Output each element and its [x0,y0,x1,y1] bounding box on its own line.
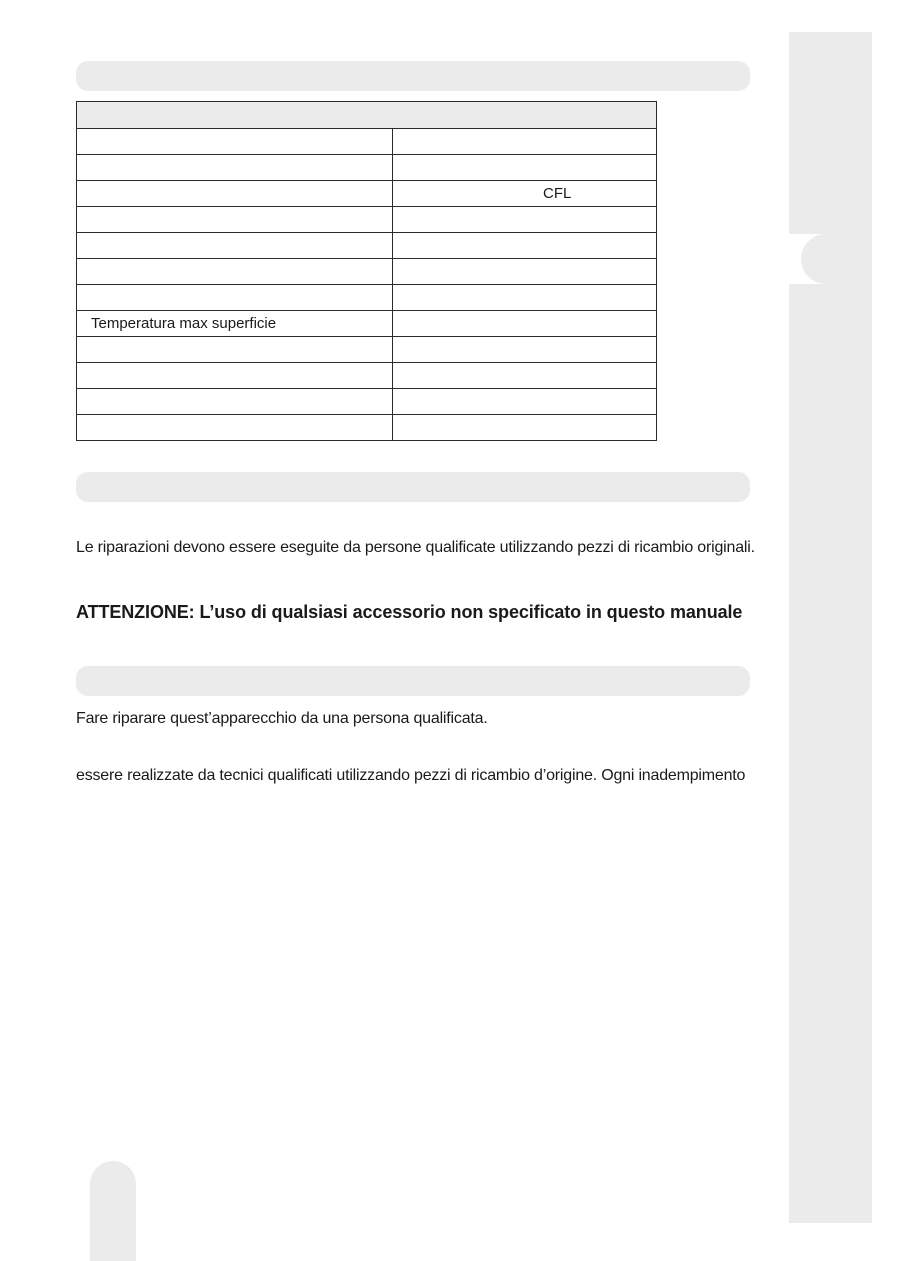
table-row [77,415,657,441]
page-number-tab [90,1161,136,1261]
spec-label [77,259,393,285]
spec-value [393,207,657,233]
service-line-1: Fare riparare quest’apparecchio da una persona qualificata. [76,710,488,727]
section-header-service [76,666,750,696]
service-line-2: essere realizzate da tecnici qualificati utilizzando pezzi di ricambio d’origine. Ogni inadempimento [76,767,746,784]
spec-table-header [77,102,657,129]
spec-label [77,337,393,363]
table-row [77,233,657,259]
table-row [77,181,657,207]
spec-table-header-row [77,102,657,129]
spec-value [393,415,657,441]
side-strip [789,32,872,1223]
spec-value [393,311,657,337]
table-row [77,337,657,363]
spec-label [77,233,393,259]
table-row [77,129,657,155]
spec-table [76,101,657,441]
spec-value [393,285,657,311]
spec-value [393,155,657,181]
spec-label [77,363,393,389]
spec-label [77,155,393,181]
spec-value [393,233,657,259]
spec-value [393,129,657,155]
spec-label [77,389,393,415]
spec-label [77,415,393,441]
spec-label [77,181,393,207]
spec-label [77,285,393,311]
spec-value: CFL [393,181,657,207]
table-row [77,207,657,233]
spec-value [393,259,657,285]
table-row [77,311,657,337]
table-row [77,259,657,285]
section-header-repair [76,472,750,502]
warning-text: ATTENZIONE: L’uso di qualsiasi accessorio non specificato in questo manuale [76,602,743,622]
table-row [77,389,657,415]
spec-label [77,207,393,233]
table-row [77,363,657,389]
spec-label: Temperatura max superficie [77,311,393,337]
section-header-specs [76,61,750,91]
side-tab [801,234,872,284]
spec-value [393,389,657,415]
spec-value [393,337,657,363]
spec-value [393,363,657,389]
table-row [77,285,657,311]
table-row [77,155,657,181]
spec-label [77,129,393,155]
repair-paragraph: Le riparazioni devono essere eseguite da persone qualificate utilizzando pezzi di ricambio originali. [76,539,755,556]
